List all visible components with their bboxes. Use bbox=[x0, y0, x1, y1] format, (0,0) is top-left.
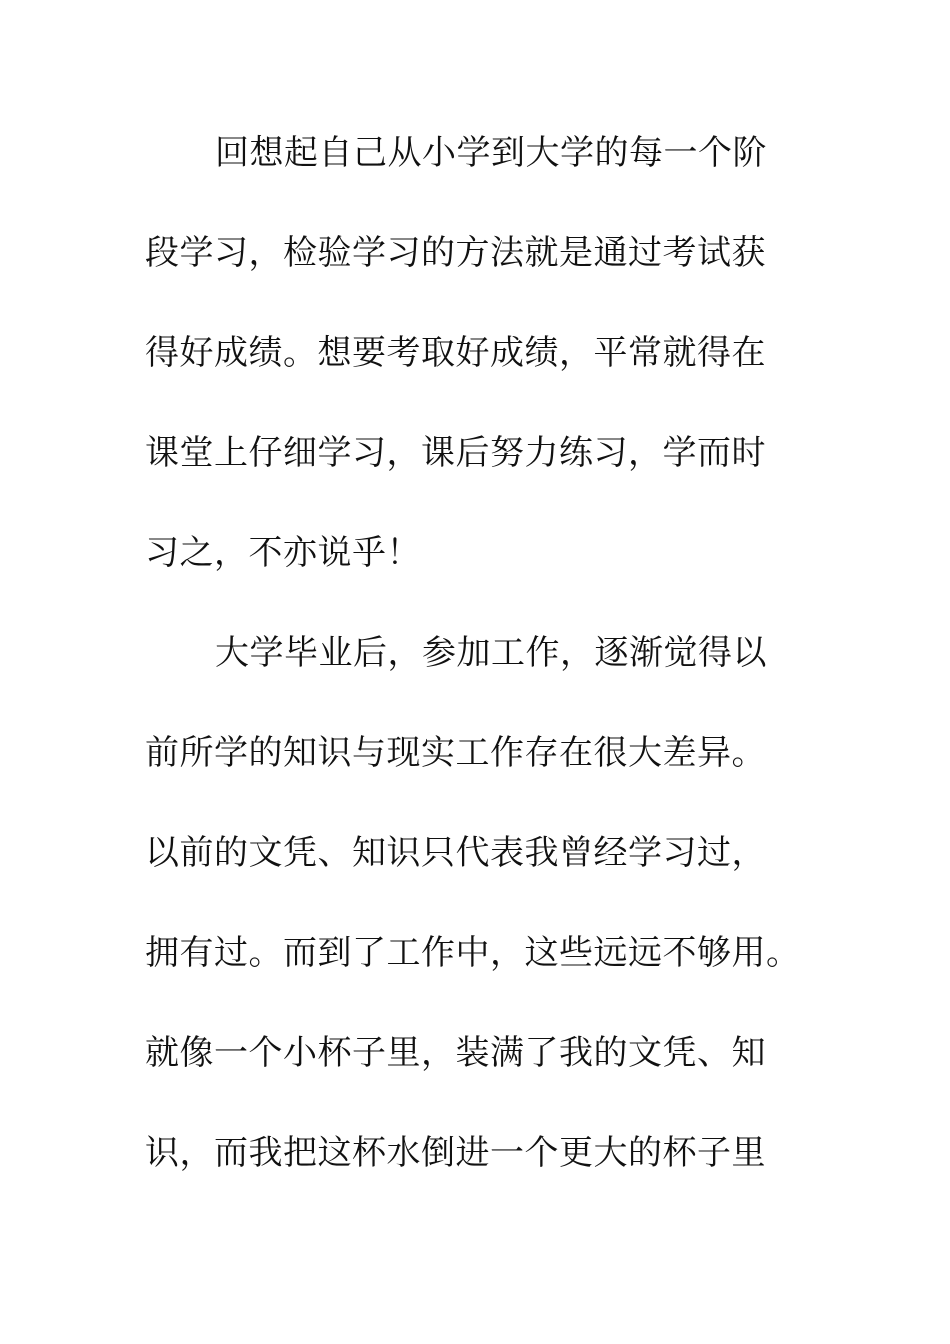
paragraph-1-line-3: 得好成绩。想要考取好成绩，平常就得在 bbox=[145, 333, 766, 373]
paragraph-1-line-5: 习之，不亦说乎！ bbox=[145, 533, 421, 573]
paragraph-2-line-5: 就像一个小杯子里，装满了我的文凭、知 bbox=[145, 1033, 766, 1073]
body-text bbox=[145, 125, 825, 1225]
paragraph-2-line-4: 拥有过。而到了工作中，这些远远不够用。 bbox=[145, 933, 801, 973]
paragraph-2-line-1: 大学毕业后，参加工作，逐渐觉得以 bbox=[215, 633, 767, 673]
paragraph-2-line-6: 识，而我把这杯水倒进一个更大的杯子里 bbox=[145, 1133, 766, 1173]
paragraph-1-line-1: 回想起自己从小学到大学的每一个阶 bbox=[215, 133, 767, 173]
paragraph-2-line-2: 前所学的知识与现实工作存在很大差异。 bbox=[145, 733, 766, 773]
paragraph-1-line-4: 课堂上仔细学习，课后努力练习，学而时 bbox=[145, 433, 766, 473]
paragraph-1-line-2: 段学习，检验学习的方法就是通过考试获 bbox=[145, 233, 766, 273]
paragraph-2-line-3: 以前的文凭、知识只代表我曾经学习过， bbox=[145, 833, 766, 873]
